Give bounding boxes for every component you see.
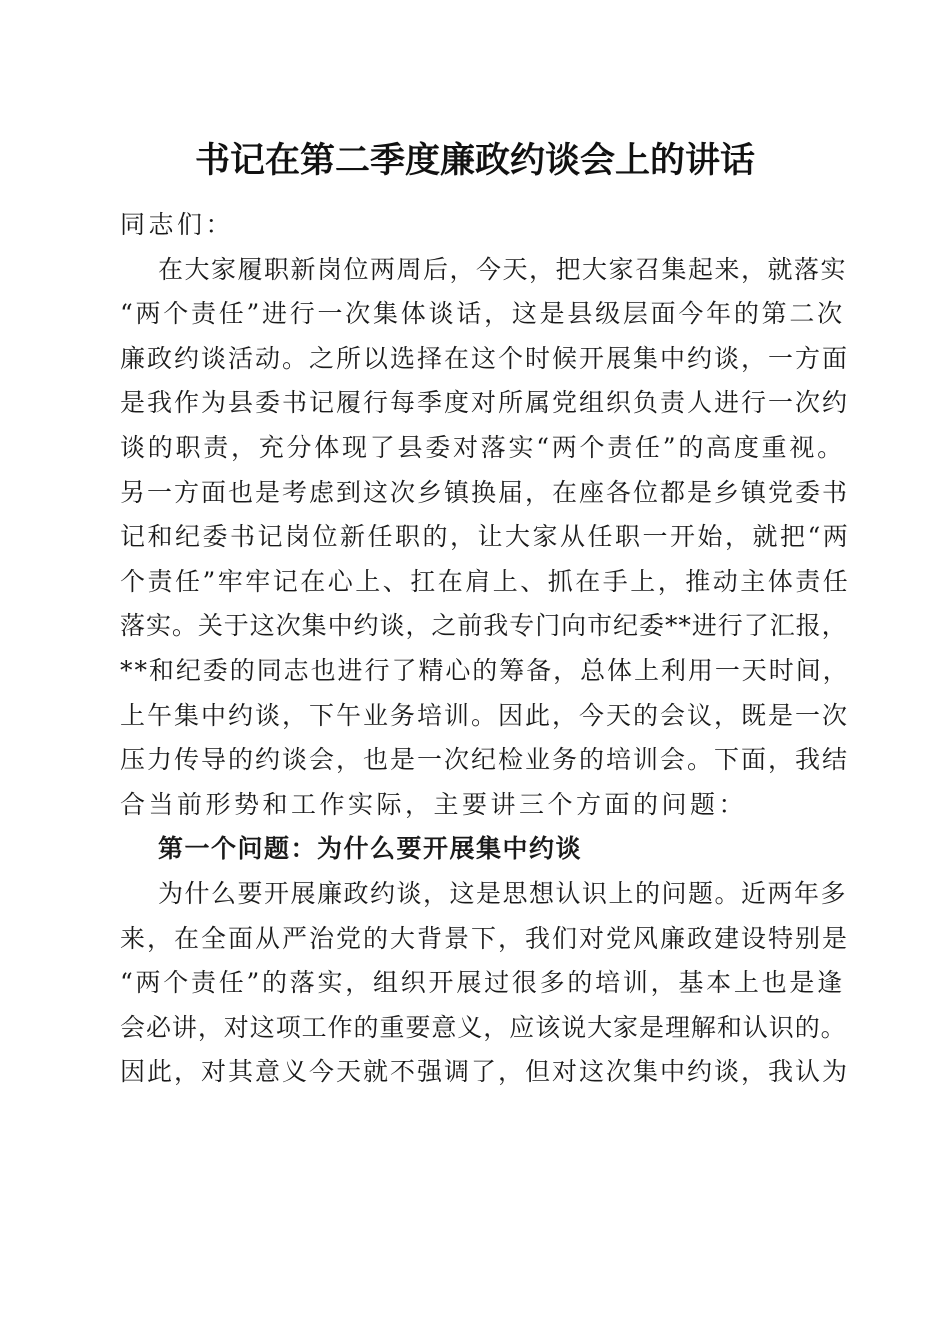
paragraph-line: “两个责任”进行一次集体谈话，这是县级层面今年的第二次	[120, 299, 845, 329]
paragraph-line: “两个责任”的落实，组织开展过很多的培训，基本上也是逢	[120, 968, 845, 998]
paragraph-line: 谈的职责，充分体现了县委对落实“两个责任”的高度重视。	[120, 432, 845, 462]
paragraph-line: 落实。关于这次集中约谈，之前我专门向市纪委**进行了汇报，	[120, 611, 848, 641]
paragraph-line: **和纪委的同志也进行了精心的筹备，总体上利用一天时间，	[120, 655, 850, 685]
paragraph-line: 个责任”牢牢记在心上、扛在肩上、抓在手上，推动主体责任	[120, 566, 851, 596]
paragraph-line: 记和纪委书记岗位新任职的，让大家从任职一开始，就把“两	[120, 522, 851, 552]
document-body	[120, 203, 851, 1095]
salutation-line: 同志们：	[120, 210, 235, 239]
paragraph-line: 为什么要开展廉政约谈，这是思想认识上的问题。近两年多	[158, 878, 848, 908]
paragraph-line: 上午集中约谈，下午业务培训。因此，今天的会议，既是一次	[120, 700, 850, 730]
paragraph-line: 因此，对其意义今天就不强调了，但对这次集中约谈，我认为	[120, 1057, 850, 1087]
paragraph-line: 会必讲，对这项工作的重要意义，应该说大家是理解和认识的。	[120, 1012, 847, 1042]
paragraph-line: 来，在全面从严治党的大背景下，我们对党风廉政建设特别是	[120, 923, 850, 953]
document-title: 书记在第二季度廉政约谈会上的讲话	[194, 140, 755, 181]
section-heading: 第一个问题：为什么要开展集中约谈	[158, 834, 583, 864]
paragraph-line: 合当前形势和工作实际，主要讲三个方面的问题：	[120, 789, 748, 819]
paragraph-line: 压力传导的约谈会，也是一次纪检业务的培训会。下面，我结	[120, 745, 850, 775]
paragraph-line: 另一方面也是考虑到这次乡镇换届，在座各位都是乡镇党委书	[120, 477, 850, 507]
paragraph-line: 在大家履职新岗位两周后，今天，把大家召集起来，就落实	[158, 254, 848, 284]
paragraph-line: 是我作为县委书记履行每季度对所属党组织负责人进行一次约	[120, 388, 850, 418]
paragraph-line: 廉政约谈活动。之所以选择在这个时候开展集中约谈，一方面	[120, 343, 850, 373]
